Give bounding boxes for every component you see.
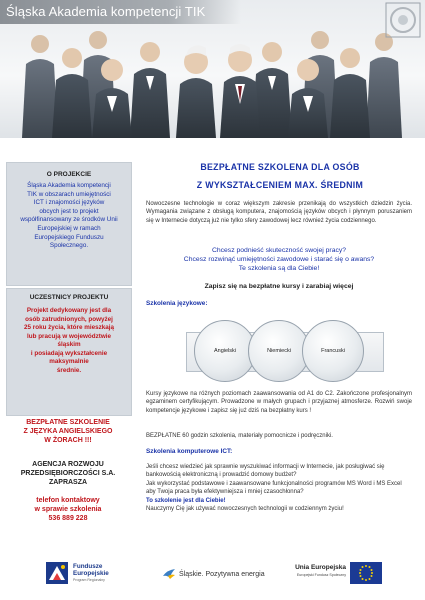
fe-line-1: Fundusze	[73, 562, 103, 570]
project-info-line: ICT i znajomości języków	[33, 199, 105, 207]
fe-subtitle: Program Regionalny	[73, 577, 105, 582]
phone-number[interactable]: 536 889 228	[48, 515, 88, 522]
bird-icon	[162, 568, 176, 580]
free-course-line: BEZPŁATNE SZKOLENIE	[26, 419, 110, 426]
agency-line: AGENCJA ROZWOJU	[32, 461, 104, 468]
language-circle-french	[302, 320, 364, 382]
project-info-line: obcych jest to projekt	[39, 207, 99, 215]
language-courses-heading: Szkolenia językowe:	[146, 300, 208, 307]
computer-desc-line: Jeśli chcesz wiedzieć jak sprawnie wyszukiwać informacji w Internecie, jak posługiwać się bankowością elektroniczną i prowadzić domowy budżet?	[146, 464, 385, 479]
language-label: Angielski	[213, 348, 236, 354]
project-info-line: Europejskiej w ramach	[37, 224, 101, 232]
project-logo-icon	[385, 2, 421, 38]
participants-line: średnie.	[56, 366, 82, 374]
free-course-line: Z JĘZYKA ANGIELSKIEGO	[23, 428, 113, 435]
participants-line: Projekt dedykowany jest dla	[26, 307, 112, 314]
intro-paragraph: Nowoczesne technologie w coraz większym zakresie przenikają do wszystkich dziedzin życia. Wymagania związane z obsługą komputera, znajomością języków obcych i płynnym poruszaniem się w Internecie dotyczą już nie tylko sfery zawodowej lecz również życia codziennego.	[146, 201, 412, 224]
participants-line: maksymalnie	[49, 358, 89, 365]
language-courses-description: Kursy językowe na różnych poziomach zaawansowania od A1 do C2. Zakończone profesjonalnym egzaminem certyfikującym. Prowadzone w małych grupach i przyjaznej atmosferze. Rozwiń swoje kompetencje językowe i zapisz się już dziś na bezpłatny kurs !	[146, 391, 412, 414]
project-info-line: TIK w obszarach umiejętności	[27, 190, 111, 198]
participants-line: i posiadają wykształcenie	[30, 349, 108, 357]
participants-title: UCZESTNICY PROJEKTU	[29, 294, 109, 301]
join-call-to-action: Zapisz się na bezpłatne kursy i zarabiaj więcej	[204, 283, 354, 290]
participants-box	[6, 288, 132, 416]
slaskie-text: Śląskie. Pozytywna energia	[179, 570, 265, 578]
eu-logo	[282, 562, 402, 588]
footer-logos	[0, 552, 425, 600]
eu-subtitle: Europejski Fundusz Społeczny	[296, 573, 346, 577]
eu-title: Unia Europejska	[295, 564, 346, 571]
project-info-line: Społecznego.	[49, 242, 89, 250]
project-info-title: O PROJEKCIE	[46, 171, 92, 178]
project-info-box	[6, 162, 132, 286]
computer-desc-line: Nauczymy Cię jak używać nowoczesnych technologii w codziennym życiu!	[146, 506, 344, 513]
free-english-course-heading	[6, 418, 130, 445]
participants-line: lub pracują w województwie	[27, 332, 111, 340]
contact-label: w sprawie szkolenia	[34, 506, 102, 513]
agency-invitation	[6, 460, 130, 487]
participants-line: 25 roku życia, które mieszkają	[24, 324, 114, 331]
language-diagram	[186, 320, 384, 382]
agency-line: ZAPRASZA	[48, 479, 88, 486]
project-info-text	[7, 178, 131, 251]
course-hours-info: BEZPŁATNE 60 godzin szkolenia, materiały pomocnicze i podręczniki.	[146, 433, 333, 439]
fundusze-europejskie-logo	[46, 562, 109, 584]
participants-line: śląskim	[57, 341, 81, 348]
eu-flag-icon	[350, 562, 382, 584]
hero-photo	[0, 0, 425, 138]
project-info-line: Europejskiego Funduszu	[34, 233, 104, 241]
project-info-line: Śląska Akademia kompetencji	[27, 182, 111, 189]
participants-text	[7, 301, 131, 375]
hero-title-banner: Śląska Akademia kompetencji TIK	[0, 0, 241, 24]
motivation-questions	[146, 246, 412, 273]
language-label: Francuski	[321, 348, 345, 354]
question-line: Chcesz rozwinąć umiejętności zawodowe i starać się o awans?	[183, 256, 375, 263]
participants-line: osób zatrudnionych, powyżej	[25, 315, 113, 323]
computer-courses-heading: Szkolenia komputerowe ICT:	[146, 448, 233, 455]
computer-courses-description	[146, 463, 412, 513]
agency-line: PRZEDSIĘBIORCZOŚCI S.A.	[20, 470, 116, 477]
fundusze-europejskie-icon	[46, 562, 68, 584]
project-info-line: współfinansowany ze środków Unii	[20, 216, 118, 224]
question-line: Chcesz podnieść skuteczność swojej pracy?	[211, 247, 347, 254]
language-circle-english	[194, 320, 256, 382]
language-label: Niemiecki	[267, 348, 291, 354]
free-course-line: W ŻORACH !!!	[44, 437, 92, 444]
contact-label: telefon kontaktowy	[36, 497, 100, 504]
question-line: Te szkolenia są dla Ciebie!	[238, 265, 320, 272]
team-photo	[0, 18, 425, 138]
slaskie-logo	[162, 568, 265, 580]
computer-desc-highlight: To szkolenie jest dla Ciebie!	[146, 497, 226, 504]
computer-desc-line: Jak wykorzystać podstawowe i zaawansowane funkcjonalności programów MS Word i MS Excel aby Twoja praca była efektywniejsza i mniej czasochłonna?	[146, 480, 402, 496]
contact-phone-block	[6, 496, 130, 523]
main-title-line-1: BEZPŁATNE SZKOLENA DLA OSÓB	[200, 162, 360, 172]
main-title-line-2: Z WYKSZTAŁCENIEM MAX. ŚREDNIM	[196, 180, 364, 190]
fe-line-2: Europejskie	[73, 569, 109, 577]
language-circle-german	[248, 320, 310, 382]
